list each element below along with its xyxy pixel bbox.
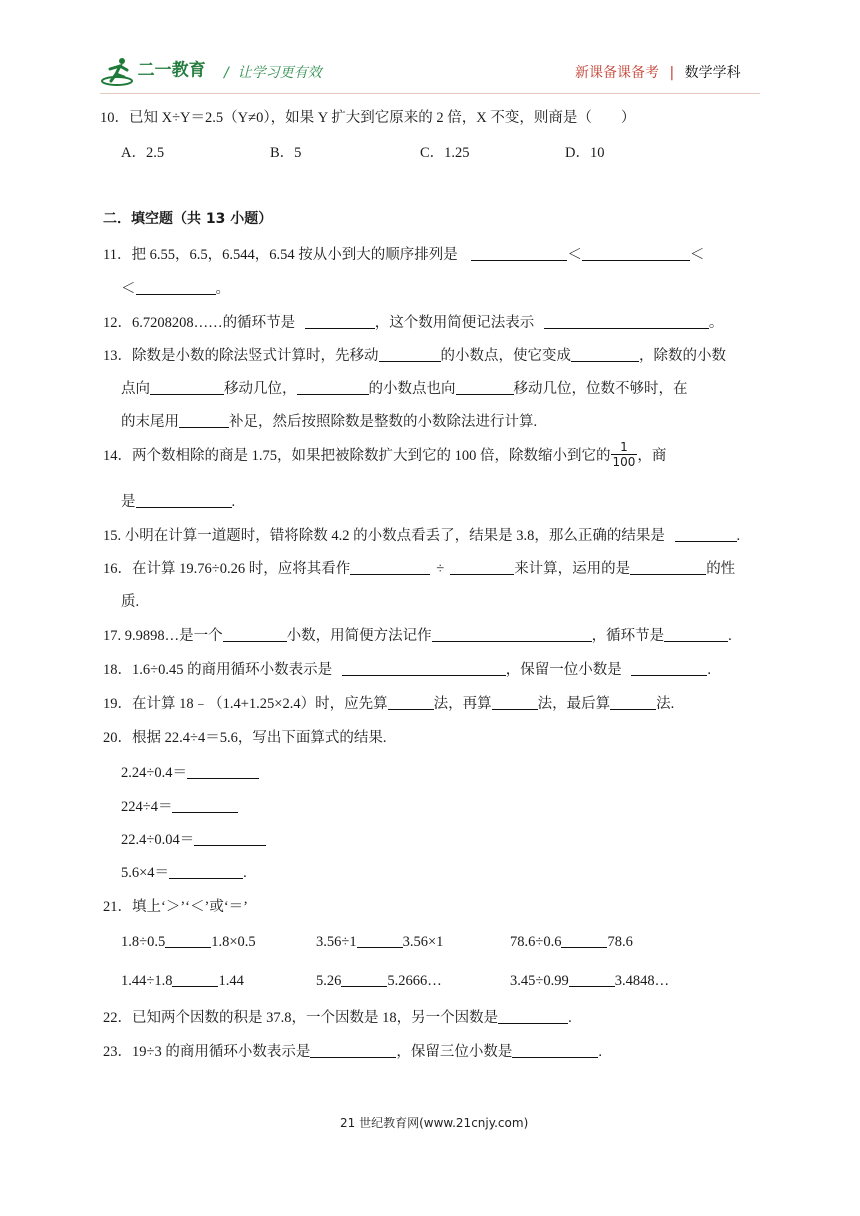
answer-blank[interactable] — [631, 659, 707, 676]
q21-left: 78.6÷0.6 — [510, 933, 562, 950]
q21-right: 1.8×0.5 — [211, 933, 256, 950]
header-separator: | — [669, 65, 675, 81]
q16-text: 16．在计算 19.76÷0.26 时，应将其看作 — [103, 561, 351, 577]
answer-blank[interactable] — [165, 931, 211, 948]
answer-blank[interactable] — [471, 244, 567, 261]
question-22 — [103, 1006, 572, 1027]
q20-item — [121, 861, 247, 882]
q20-expr: 224÷4＝ — [121, 799, 173, 815]
answer-blank[interactable] — [675, 525, 737, 542]
q19-text-b: 法，再算 — [433, 696, 492, 712]
q14-text: 14．两个数相除的商是 1.75，如果把被除数扩大到它的 100 倍，除数缩小到它的 — [103, 448, 611, 464]
question-11 — [103, 243, 704, 264]
q18-end: . — [707, 662, 711, 678]
answer-blank[interactable] — [664, 625, 728, 642]
q13-text-a: 13．除数是小数的除法竖式计算时，先移动 — [103, 348, 379, 364]
course-label: 新课备课备考 — [575, 65, 659, 81]
question-13-line3 — [121, 410, 537, 431]
q13-text-f: 的小数点也向 — [368, 381, 456, 397]
q10-option-c[interactable]: C．1.25 — [420, 145, 470, 161]
q21-right: 1.44 — [218, 972, 244, 989]
q19-text-d: 法. — [656, 696, 675, 712]
q11-text: 11．把 6.55，6.5，6.544，6.54 按从小到大的顺序排列是 — [103, 247, 458, 263]
answer-blank[interactable] — [169, 862, 243, 879]
q22-text: 22．已知两个因数的积是 37.8，一个因数是 18，另一个因数是 — [103, 1010, 499, 1026]
q21-compare — [510, 970, 669, 990]
fraction-one-hundredth — [611, 440, 638, 469]
answer-blank[interactable] — [610, 693, 656, 710]
question-14-line2 — [121, 490, 235, 511]
q14-end: . — [231, 494, 236, 510]
question-17 — [103, 624, 732, 645]
question-11-line2 — [121, 277, 230, 298]
q11-lt2: ＜ — [689, 247, 705, 263]
answer-blank[interactable] — [432, 625, 592, 642]
q13-text-h: 的末尾用 — [121, 414, 179, 430]
q20-item — [121, 761, 259, 782]
q11-lt: ＜ — [567, 247, 582, 263]
q23-end: . — [598, 1044, 602, 1060]
answer-blank[interactable] — [179, 411, 229, 428]
answer-blank[interactable] — [341, 970, 387, 987]
answer-blank[interactable] — [223, 625, 287, 642]
q21-left: 1.44÷1.8 — [121, 972, 173, 989]
question-12 — [103, 311, 723, 332]
question-10 — [100, 106, 635, 127]
q18-text-b: ，保留一位小数是 — [505, 662, 622, 678]
q19-text: 19．在计算 18﹣（1.4+1.25×2.4）时，应先算 — [103, 696, 388, 712]
question-19 — [103, 692, 674, 713]
slogan — [224, 62, 322, 82]
q17-text: 17. 9.9898…是一个 — [103, 628, 223, 644]
question-21: 21．填上‘＞’‘＜’或‘＝’ — [103, 899, 248, 915]
q17-end: . — [728, 628, 732, 644]
answer-blank[interactable] — [561, 931, 607, 948]
runner-logo-icon — [100, 55, 134, 89]
logo-text: 二一教育 — [137, 60, 206, 81]
q13-text-d: 点向 — [121, 381, 150, 397]
question-16 — [103, 557, 735, 578]
q21-right: 3.56×1 — [402, 933, 444, 950]
q21-right: 3.4848… — [614, 972, 670, 989]
answer-blank[interactable] — [544, 312, 709, 329]
answer-blank[interactable] — [187, 762, 259, 779]
subject-label: 数学学科 — [684, 65, 741, 81]
q12-text: 12．6.7208208……的循环节是 — [103, 315, 296, 331]
q20-expr: 5.6×4＝ — [121, 865, 170, 881]
answer-blank[interactable] — [388, 693, 434, 710]
q12-text-b: ，这个数用简便记法表示 — [374, 315, 535, 331]
question-20: 20．根据 22.4÷4＝5.6，写出下面算式的结果. — [103, 730, 387, 746]
q17-text-c: ，循环节是 — [591, 628, 665, 644]
q14-text-c: 是 — [121, 494, 136, 510]
q20-end: . — [243, 865, 247, 881]
q15-text: 15. 小明在计算一道题时，错将除数 4.2 的小数点看丢了，结果是 3.8，那么正确的结果是 — [103, 528, 665, 544]
fraction-denominator: 100 — [612, 455, 636, 469]
slogan-slash: / — [224, 65, 229, 81]
header-right — [575, 62, 741, 82]
q15-end: . — [736, 528, 741, 544]
answer-blank[interactable] — [310, 1041, 396, 1058]
brand-logo — [100, 55, 206, 89]
q17-text-b: 小数，用简便方法记作 — [286, 628, 432, 644]
answer-blank[interactable] — [357, 931, 403, 948]
q21-left: 1.8÷0.5 — [121, 933, 166, 950]
q21-compare — [121, 970, 244, 990]
answer-blank[interactable] — [150, 378, 224, 395]
q21-left: 5.26 — [316, 972, 342, 989]
q21-compare — [316, 970, 442, 990]
answer-blank[interactable] — [569, 970, 615, 987]
q13-text-c: ，除数的小数 — [639, 348, 726, 364]
q10-option-b[interactable]: B．5 — [270, 145, 302, 161]
q21-compare — [316, 931, 443, 951]
q11-end: 。 — [215, 281, 230, 297]
q13-text-g: 移动几位，位数不够时，在 — [513, 381, 688, 397]
q11-lt3: ＜ — [121, 281, 136, 297]
q16-text-b: 来计算，运用的是 — [514, 561, 631, 577]
q21-left: 3.45÷0.99 — [510, 972, 569, 989]
question-16-line2: 质. — [121, 594, 140, 610]
answer-blank[interactable] — [350, 558, 430, 575]
q20-expr: 22.4÷0.04＝ — [121, 832, 195, 848]
q22-end: . — [568, 1010, 572, 1026]
q20-item — [121, 795, 238, 816]
answer-blank[interactable] — [136, 491, 232, 508]
answer-blank[interactable] — [498, 1007, 568, 1024]
q21-right: 5.2666… — [387, 972, 442, 989]
answer-blank[interactable] — [172, 970, 218, 987]
q16-text-c: 的性 — [706, 561, 736, 577]
answer-blank[interactable] — [630, 558, 706, 575]
q21-compare — [510, 931, 633, 951]
slogan-text: 让学习更有效 — [237, 65, 322, 81]
answer-blank[interactable] — [297, 378, 369, 395]
q16-divide: ÷ — [436, 561, 445, 577]
answer-blank[interactable] — [172, 796, 238, 813]
q19-text-c: 法，最后算 — [537, 696, 611, 712]
question-23 — [103, 1040, 602, 1061]
answer-blank[interactable] — [512, 1041, 598, 1058]
answer-blank[interactable] — [571, 345, 639, 362]
q10-text: 10．已知 X÷Y＝2.5（Y≠0），如果 Y 扩大到它原来的 2 倍，X 不变，则商是（ ） — [100, 110, 636, 126]
answer-blank[interactable] — [194, 829, 266, 846]
answer-blank[interactable] — [492, 693, 538, 710]
q12-end: 。 — [708, 315, 724, 331]
q21-left: 3.56÷1 — [316, 933, 357, 950]
q20-item — [121, 828, 266, 849]
q21-compare — [121, 931, 256, 951]
q10-option-a[interactable]: A．2.5 — [121, 145, 165, 161]
q20-expr: 2.24÷0.4＝ — [121, 765, 187, 781]
answer-blank[interactable] — [582, 244, 690, 261]
q13-text-e: 移动几位， — [224, 381, 297, 397]
question-18 — [103, 658, 711, 679]
section-title: 二．填空题（共 13 小题） — [103, 211, 273, 227]
q13-text-b: 的小数点，使它变成 — [440, 348, 571, 364]
q14-text-b: ，商 — [637, 448, 667, 464]
answer-blank[interactable] — [450, 558, 514, 575]
fraction-numerator: 1 — [611, 440, 638, 455]
answer-blank[interactable] — [379, 345, 441, 362]
q13-text-i: 补足，然后按照除数是整数的小数除法进行计算. — [229, 414, 538, 430]
answer-blank[interactable] — [342, 659, 506, 676]
q23-text-b: ，保留三位小数是 — [396, 1044, 513, 1060]
question-14 — [103, 440, 666, 469]
q23-text: 23．19÷3 的商用循环小数表示是 — [103, 1044, 311, 1060]
answer-blank[interactable] — [305, 312, 375, 329]
q18-text: 18．1.6÷0.45 的商用循环小数表示是 — [103, 662, 333, 678]
answer-blank[interactable] — [136, 278, 216, 295]
page-footer[interactable]: 21 世纪教育网(www.21cnjy.com) — [340, 1116, 529, 1130]
q10-option-d[interactable]: D．10 — [565, 145, 605, 161]
question-15 — [103, 524, 740, 545]
question-13-line2 — [121, 377, 688, 398]
answer-blank[interactable] — [456, 378, 514, 395]
q21-right: 78.6 — [607, 933, 633, 950]
question-13 — [103, 344, 726, 365]
header-divider — [100, 93, 760, 94]
